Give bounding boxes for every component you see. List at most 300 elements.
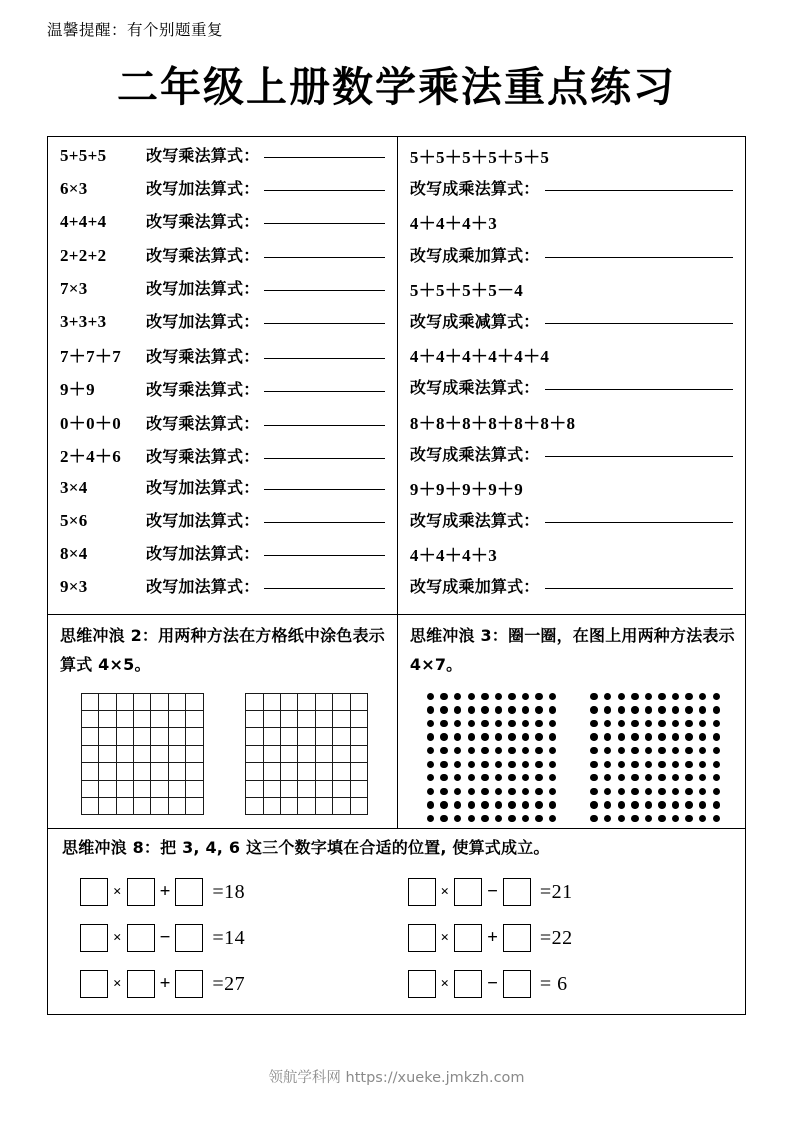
grid-cell[interactable] bbox=[281, 763, 298, 780]
grid-cell[interactable] bbox=[281, 798, 298, 815]
array-dot bbox=[508, 720, 515, 727]
grid-cell[interactable] bbox=[186, 763, 203, 780]
array-dot bbox=[468, 733, 475, 740]
answer-blank[interactable] bbox=[264, 257, 384, 258]
digit-input-box[interactable] bbox=[503, 970, 531, 998]
conversion-expression: 6×3 bbox=[60, 179, 88, 199]
array-dot bbox=[508, 788, 515, 795]
array-dot bbox=[699, 720, 706, 727]
array-dot bbox=[427, 788, 434, 795]
equation-result: = 6 bbox=[539, 972, 568, 995]
array-dot bbox=[672, 815, 679, 822]
array-dot bbox=[495, 693, 502, 700]
grid-cell[interactable] bbox=[169, 763, 186, 780]
grid-cell[interactable] bbox=[134, 798, 151, 815]
grid-cell[interactable] bbox=[333, 763, 350, 780]
equation-row bbox=[80, 918, 408, 958]
answer-blank[interactable] bbox=[545, 522, 733, 523]
array-dot bbox=[495, 801, 502, 808]
array-dot bbox=[427, 761, 434, 768]
array-dot bbox=[508, 801, 515, 808]
array-dot bbox=[508, 761, 515, 768]
array-dot bbox=[508, 815, 515, 822]
array-dot bbox=[713, 815, 720, 822]
digit-input-box[interactable] bbox=[503, 924, 531, 952]
conversion-expression: 3×4 bbox=[60, 477, 88, 497]
grid-cell[interactable] bbox=[117, 694, 134, 711]
equation-operator: + bbox=[487, 927, 498, 949]
array-dot bbox=[590, 693, 597, 700]
worksheet-frame bbox=[47, 136, 746, 1015]
answer-blank[interactable] bbox=[264, 157, 384, 158]
grid-cell[interactable] bbox=[246, 746, 263, 763]
grid-cell[interactable] bbox=[298, 798, 315, 815]
grid-cell[interactable] bbox=[351, 763, 368, 780]
array-dot bbox=[618, 815, 625, 822]
thinking-surf-2-title: 思维冲浪 2：用两种方法在方格纸中涂色表示算式 4×5。 bbox=[60, 625, 385, 674]
grid-cell[interactable] bbox=[151, 763, 168, 780]
grid-cell[interactable] bbox=[186, 694, 203, 711]
grid-cell[interactable] bbox=[316, 763, 333, 780]
grid-cell[interactable] bbox=[99, 711, 116, 728]
grid-cell[interactable] bbox=[99, 763, 116, 780]
grid-cell[interactable] bbox=[264, 798, 281, 815]
thinking-surf-3-dot-array[interactable] bbox=[590, 693, 720, 823]
array-dot bbox=[440, 815, 447, 822]
conversion-prompt: 改写乘法算式： bbox=[146, 446, 260, 466]
digit-input-box[interactable] bbox=[175, 878, 203, 906]
conversion-prompt: 改写成乘减算式： bbox=[409, 311, 540, 331]
array-dot bbox=[713, 733, 720, 740]
array-dot bbox=[454, 801, 461, 808]
answer-blank[interactable] bbox=[264, 358, 384, 359]
grid-cell[interactable] bbox=[134, 694, 151, 711]
grid-cell[interactable] bbox=[169, 781, 186, 798]
array-dot bbox=[454, 733, 461, 740]
conversion-expression: 4＋4＋4＋4＋4＋4 bbox=[409, 347, 550, 367]
grid-cell[interactable] bbox=[99, 746, 116, 763]
array-dot bbox=[604, 720, 611, 727]
digit-input-box[interactable] bbox=[127, 878, 155, 906]
array-dot bbox=[658, 801, 665, 808]
grid-cell[interactable] bbox=[169, 694, 186, 711]
thinking-surf-8 bbox=[48, 829, 745, 1014]
section-conversions bbox=[48, 137, 745, 615]
array-dot bbox=[454, 774, 461, 781]
array-dot bbox=[699, 706, 706, 713]
grid-cell[interactable] bbox=[298, 781, 315, 798]
thinking-surf-2-grid[interactable] bbox=[245, 693, 368, 816]
grid-cell[interactable] bbox=[117, 746, 134, 763]
digit-input-box[interactable] bbox=[454, 924, 482, 952]
grid-cell[interactable] bbox=[82, 694, 99, 711]
grid-cell[interactable] bbox=[316, 746, 333, 763]
grid-cell[interactable] bbox=[186, 798, 203, 815]
conversion-prompt: 改写加法算式： bbox=[146, 278, 260, 298]
grid-cell[interactable] bbox=[82, 711, 99, 728]
grid-cell[interactable] bbox=[246, 763, 263, 780]
conversion-row bbox=[60, 342, 389, 375]
digit-input-box[interactable] bbox=[503, 878, 531, 906]
array-dot bbox=[604, 747, 611, 754]
array-dot bbox=[481, 720, 488, 727]
conversion-prompt: 改写加法算式： bbox=[146, 311, 260, 331]
conversion-prompt: 改写乘法算式： bbox=[146, 347, 260, 367]
array-dot bbox=[522, 761, 529, 768]
answer-blank[interactable] bbox=[264, 458, 384, 459]
digit-input-box[interactable] bbox=[80, 970, 108, 998]
array-dot bbox=[440, 706, 447, 713]
array-dot bbox=[713, 774, 720, 781]
array-dot bbox=[699, 788, 706, 795]
array-dot bbox=[481, 733, 488, 740]
array-dot bbox=[481, 761, 488, 768]
grid-cell[interactable] bbox=[246, 728, 263, 745]
grid-cell[interactable] bbox=[151, 711, 168, 728]
digit-input-box[interactable] bbox=[175, 924, 203, 952]
conversion-expression: 5＋5＋5＋5＋5＋5 bbox=[409, 148, 550, 167]
grid-cell[interactable] bbox=[169, 711, 186, 728]
answer-blank[interactable] bbox=[264, 223, 384, 224]
grid-cell[interactable] bbox=[117, 781, 134, 798]
array-dot bbox=[685, 720, 692, 727]
grid-cell[interactable] bbox=[117, 728, 134, 745]
grid-cell[interactable] bbox=[298, 694, 315, 711]
array-dot bbox=[454, 788, 461, 795]
digit-input-box[interactable] bbox=[408, 970, 436, 998]
array-dot bbox=[685, 747, 692, 754]
grid-cell[interactable] bbox=[186, 711, 203, 728]
array-dot bbox=[440, 693, 447, 700]
array-dot bbox=[590, 747, 597, 754]
grid-cell[interactable] bbox=[117, 763, 134, 780]
conversion-expression: 7＋7＋7 bbox=[60, 347, 121, 367]
equation-operator: × bbox=[113, 883, 122, 900]
grid-cell[interactable] bbox=[82, 746, 99, 763]
conversion-expression: 0＋0＋0 bbox=[60, 413, 121, 433]
grid-cell[interactable] bbox=[186, 746, 203, 763]
answer-blank[interactable] bbox=[545, 323, 733, 324]
array-dot bbox=[454, 706, 461, 713]
conversion-row bbox=[60, 243, 389, 276]
array-dot bbox=[590, 801, 597, 808]
array-dot bbox=[618, 801, 625, 808]
digit-input-box[interactable] bbox=[80, 924, 108, 952]
equation-grid bbox=[62, 872, 735, 1004]
array-dot bbox=[618, 720, 625, 727]
array-dot bbox=[495, 815, 502, 822]
array-dot bbox=[508, 693, 515, 700]
array-dot bbox=[604, 774, 611, 781]
array-dot bbox=[685, 733, 692, 740]
array-dot bbox=[427, 801, 434, 808]
grid-cell[interactable] bbox=[316, 798, 333, 815]
grid-cell[interactable] bbox=[298, 746, 315, 763]
grid-cell[interactable] bbox=[333, 798, 350, 815]
grid-cell[interactable] bbox=[134, 763, 151, 780]
thinking-surf-2-grid[interactable] bbox=[81, 693, 204, 816]
answer-blank[interactable] bbox=[545, 588, 733, 589]
array-dot bbox=[618, 774, 625, 781]
answer-blank[interactable] bbox=[264, 489, 384, 490]
grid-cell[interactable] bbox=[333, 781, 350, 798]
thinking-surf-3-title: 思维冲浪 3：圈一圈，在图上用两种方法表示 4×7。 bbox=[409, 625, 735, 674]
array-dot bbox=[658, 693, 665, 700]
answer-blank[interactable] bbox=[545, 190, 733, 191]
grid-cell[interactable] bbox=[281, 746, 298, 763]
grid-cell[interactable] bbox=[351, 746, 368, 763]
thinking-surf-8-title: 思维冲浪 8：把 3, 4, 6 这三个数字填在合适的位置, 使算式成立。 bbox=[62, 838, 550, 858]
answer-blank[interactable] bbox=[264, 588, 384, 589]
conversion-expression-row bbox=[410, 409, 737, 442]
digit-input-box[interactable] bbox=[127, 970, 155, 998]
array-dot bbox=[427, 706, 434, 713]
equation-operator: − bbox=[487, 881, 498, 903]
conversion-expression-row bbox=[410, 475, 737, 508]
grid-cell[interactable] bbox=[134, 711, 151, 728]
array-dot bbox=[590, 761, 597, 768]
array-dot bbox=[631, 801, 638, 808]
conversion-expression-row bbox=[410, 209, 737, 242]
array-dot bbox=[645, 788, 652, 795]
array-dot bbox=[481, 747, 488, 754]
array-dot bbox=[685, 774, 692, 781]
digit-input-box[interactable] bbox=[80, 878, 108, 906]
grid-cell[interactable] bbox=[117, 711, 134, 728]
array-dot bbox=[590, 733, 597, 740]
grid-cell[interactable] bbox=[117, 798, 134, 815]
conversion-prompt: 改写加法算式： bbox=[146, 544, 260, 564]
grid-cell[interactable] bbox=[99, 781, 116, 798]
grid-cell[interactable] bbox=[264, 694, 281, 711]
grid-cell[interactable] bbox=[281, 728, 298, 745]
grid-cell[interactable] bbox=[316, 781, 333, 798]
digit-input-box[interactable] bbox=[127, 924, 155, 952]
grid-cell[interactable] bbox=[82, 728, 99, 745]
conversions-left-column bbox=[48, 137, 398, 614]
grid-cell[interactable] bbox=[134, 781, 151, 798]
grid-cell[interactable] bbox=[264, 781, 281, 798]
equation-operator: × bbox=[113, 929, 122, 946]
array-dot bbox=[468, 801, 475, 808]
array-dot bbox=[645, 815, 652, 822]
array-dot bbox=[699, 747, 706, 754]
grid-cell[interactable] bbox=[169, 798, 186, 815]
conversion-prompt: 改写加法算式： bbox=[146, 511, 260, 531]
grid-cell[interactable] bbox=[298, 711, 315, 728]
grid-cell[interactable] bbox=[186, 781, 203, 798]
thinking-surf-3 bbox=[398, 615, 745, 829]
array-dot bbox=[645, 706, 652, 713]
grid-cell[interactable] bbox=[151, 746, 168, 763]
digit-input-box[interactable] bbox=[175, 970, 203, 998]
grid-cell[interactable] bbox=[351, 694, 368, 711]
digit-input-box[interactable] bbox=[454, 970, 482, 998]
array-dot bbox=[522, 733, 529, 740]
grid-cell[interactable] bbox=[134, 746, 151, 763]
grid-cell[interactable] bbox=[316, 711, 333, 728]
grid-cell[interactable] bbox=[333, 694, 350, 711]
array-dot bbox=[631, 774, 638, 781]
array-dot bbox=[468, 706, 475, 713]
grid-cell[interactable] bbox=[351, 711, 368, 728]
grid-cell[interactable] bbox=[151, 728, 168, 745]
array-dot bbox=[468, 693, 475, 700]
reminder-note: 温馨提醒：有个别题重复 bbox=[47, 21, 224, 39]
answer-blank[interactable] bbox=[264, 323, 384, 324]
grid-cell[interactable] bbox=[99, 798, 116, 815]
array-dot bbox=[685, 706, 692, 713]
grid-cell[interactable] bbox=[246, 694, 263, 711]
thinking-surf-3-figures bbox=[410, 679, 737, 823]
conversion-prompt: 改写乘法算式： bbox=[146, 146, 260, 165]
grid-cell[interactable] bbox=[169, 746, 186, 763]
array-dot bbox=[713, 747, 720, 754]
array-dot bbox=[522, 706, 529, 713]
grid-cell[interactable] bbox=[186, 728, 203, 745]
array-dot bbox=[549, 693, 556, 700]
answer-blank[interactable] bbox=[545, 389, 733, 390]
array-dot bbox=[713, 761, 720, 768]
conversions-right-column bbox=[398, 137, 745, 614]
array-dot bbox=[631, 720, 638, 727]
digit-input-box[interactable] bbox=[454, 878, 482, 906]
grid-cell[interactable] bbox=[264, 711, 281, 728]
grid-cell[interactable] bbox=[351, 728, 368, 745]
grid-cell[interactable] bbox=[316, 728, 333, 745]
array-dot bbox=[672, 706, 679, 713]
array-dot bbox=[535, 761, 542, 768]
conversion-prompt: 改写成乘法算式： bbox=[409, 444, 540, 464]
conversion-expression: 5+5+5 bbox=[60, 146, 107, 165]
array-dot bbox=[699, 801, 706, 808]
conversion-row bbox=[60, 309, 389, 342]
array-dot bbox=[658, 706, 665, 713]
conversion-expression: 5＋5＋5＋5－4 bbox=[409, 280, 524, 300]
grid-cell[interactable] bbox=[351, 798, 368, 815]
grid-cell[interactable] bbox=[151, 694, 168, 711]
array-dot bbox=[427, 720, 434, 727]
array-dot bbox=[604, 706, 611, 713]
answer-blank[interactable] bbox=[264, 391, 384, 392]
digit-input-box[interactable] bbox=[408, 878, 436, 906]
grid-cell[interactable] bbox=[351, 781, 368, 798]
array-dot bbox=[454, 720, 461, 727]
grid-cell[interactable] bbox=[264, 746, 281, 763]
grid-cell[interactable] bbox=[99, 728, 116, 745]
array-dot bbox=[535, 788, 542, 795]
answer-blank[interactable] bbox=[264, 190, 384, 191]
grid-cell[interactable] bbox=[246, 798, 263, 815]
grid-cell[interactable] bbox=[298, 728, 315, 745]
array-dot bbox=[440, 801, 447, 808]
grid-cell[interactable] bbox=[281, 711, 298, 728]
array-dot bbox=[685, 815, 692, 822]
array-dot bbox=[645, 747, 652, 754]
array-dot bbox=[454, 747, 461, 754]
grid-cell[interactable] bbox=[298, 763, 315, 780]
grid-cell[interactable] bbox=[82, 798, 99, 815]
conversion-prompt: 改写成乘法算式： bbox=[409, 179, 540, 199]
grid-cell[interactable] bbox=[246, 781, 263, 798]
grid-cell[interactable] bbox=[264, 728, 281, 745]
array-dot bbox=[699, 774, 706, 781]
section-thinking-surf-figures bbox=[48, 615, 745, 830]
array-dot bbox=[481, 815, 488, 822]
array-dot bbox=[631, 788, 638, 795]
array-dot bbox=[672, 733, 679, 740]
equation-row bbox=[80, 872, 408, 912]
answer-blank[interactable] bbox=[264, 555, 384, 556]
grid-cell[interactable] bbox=[281, 781, 298, 798]
grid-cell[interactable] bbox=[316, 694, 333, 711]
array-dot bbox=[481, 801, 488, 808]
array-dot bbox=[631, 733, 638, 740]
array-dot bbox=[604, 788, 611, 795]
conversion-prompt: 改写乘法算式： bbox=[146, 380, 260, 400]
grid-cell[interactable] bbox=[151, 798, 168, 815]
conversion-row bbox=[60, 276, 389, 309]
conversion-prompt: 改写成乘加算式： bbox=[409, 577, 540, 597]
answer-blank[interactable] bbox=[545, 257, 733, 258]
answer-blank[interactable] bbox=[264, 522, 384, 523]
array-dot bbox=[618, 788, 625, 795]
answer-blank[interactable] bbox=[545, 456, 733, 457]
array-dot bbox=[440, 761, 447, 768]
conversion-expression-row bbox=[410, 276, 737, 309]
grid-cell[interactable] bbox=[264, 763, 281, 780]
grid-cell[interactable] bbox=[333, 711, 350, 728]
conversion-prompt: 改写成乘加算式： bbox=[409, 245, 540, 265]
grid-cell[interactable] bbox=[333, 728, 350, 745]
array-dot bbox=[631, 706, 638, 713]
array-dot bbox=[645, 801, 652, 808]
array-dot bbox=[604, 761, 611, 768]
array-dot bbox=[549, 788, 556, 795]
grid-cell[interactable] bbox=[281, 694, 298, 711]
array-dot bbox=[535, 693, 542, 700]
grid-cell[interactable] bbox=[99, 694, 116, 711]
array-dot bbox=[481, 774, 488, 781]
conversion-expression: 4＋4＋4＋3 bbox=[409, 214, 497, 234]
answer-blank[interactable] bbox=[264, 425, 384, 426]
grid-cell[interactable] bbox=[246, 711, 263, 728]
array-dot bbox=[713, 706, 720, 713]
grid-cell[interactable] bbox=[82, 781, 99, 798]
answer-blank[interactable] bbox=[264, 290, 384, 291]
grid-cell[interactable] bbox=[82, 763, 99, 780]
array-dot bbox=[604, 693, 611, 700]
equation-result: =22 bbox=[539, 926, 573, 949]
equation-result: =27 bbox=[212, 972, 246, 995]
conversion-prompt: 改写加法算式： bbox=[146, 179, 260, 199]
digit-input-box[interactable] bbox=[408, 924, 436, 952]
thinking-surf-3-dot-array[interactable] bbox=[427, 693, 557, 823]
array-dot bbox=[522, 815, 529, 822]
array-dot bbox=[658, 788, 665, 795]
array-dot bbox=[508, 733, 515, 740]
array-dot bbox=[549, 774, 556, 781]
array-dot bbox=[427, 815, 434, 822]
grid-cell[interactable] bbox=[169, 728, 186, 745]
array-dot bbox=[658, 815, 665, 822]
conversion-expression: 8＋8＋8＋8＋8＋8＋8 bbox=[409, 413, 576, 433]
grid-cell[interactable] bbox=[333, 746, 350, 763]
grid-cell[interactable] bbox=[151, 781, 168, 798]
equation-operator: × bbox=[113, 975, 122, 992]
grid-cell[interactable] bbox=[134, 728, 151, 745]
conversion-row bbox=[60, 176, 389, 209]
